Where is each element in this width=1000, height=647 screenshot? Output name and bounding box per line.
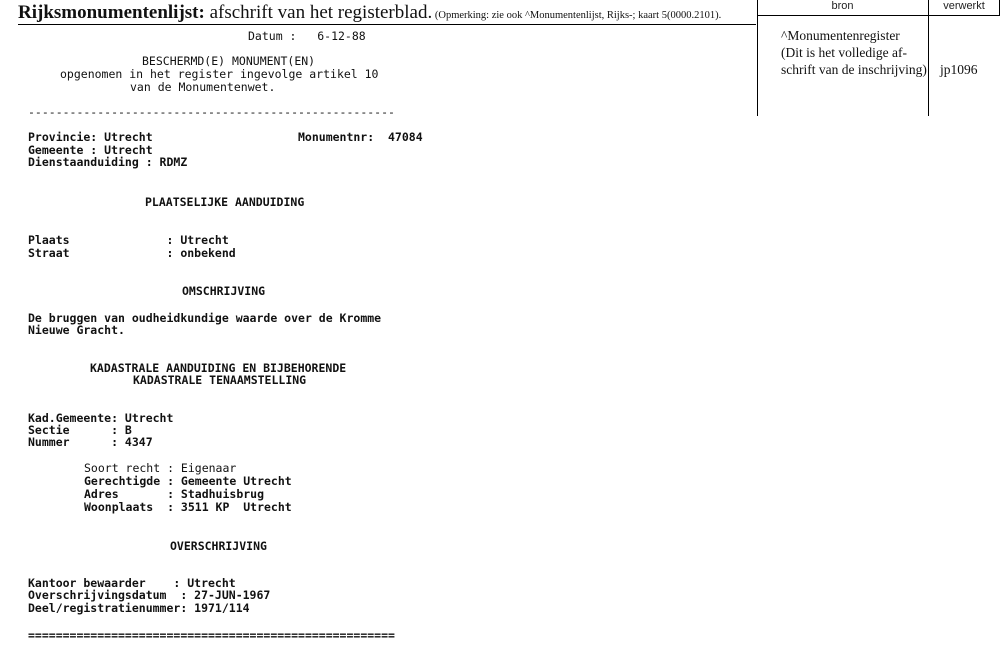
- adres-line: Adres : Stadhuisbrug: [84, 487, 265, 501]
- record-date: Datum : 6-12-88: [248, 29, 366, 43]
- header-rule: [18, 24, 756, 25]
- dash-rule: -----------------------------------------------------: [28, 105, 395, 119]
- record-heading-2: opgenomen in het register ingevolge artikel 10: [60, 67, 379, 81]
- record-heading-1: BESCHERMD(E) MONUMENT(EN): [142, 54, 316, 68]
- record-heading-3: van de Monumentenwet.: [130, 80, 276, 94]
- provincie-line: Provincie: Utrecht: [28, 130, 153, 144]
- bron-line-2: (Dit is het volledige af-: [781, 45, 907, 60]
- bron-line-1: ^Monumentenregister: [781, 28, 900, 43]
- bron-line-3: schrift van de inschrijving): [781, 62, 927, 77]
- section-kadastrale-1: KADASTRALE AANDUIDING EN BIJBEHORENDE: [90, 361, 347, 375]
- deel-registratienummer-line: Deel/registratienummer: 1971/114: [28, 601, 250, 615]
- overschrijvingsdatum-line: Overschrijvingsdatum : 27-JUN-1967: [28, 588, 271, 602]
- title-rest: afschrift van het registerblad.: [204, 2, 433, 23]
- dienstaanduiding-line: Dienstaanduiding : RDMZ: [28, 155, 188, 169]
- section-omschrijving: OMSCHRIJVING: [182, 284, 266, 298]
- soort-recht-line: Soort recht : Eigenaar: [84, 461, 237, 475]
- section-overschrijving: OVERSCHRIJVING: [170, 539, 267, 553]
- equals-rule: =====================================================: [28, 628, 395, 642]
- straat-line: Straat : onbekend: [28, 246, 236, 260]
- col-header-verwerkt: verwerkt: [943, 0, 985, 12]
- section-kadastrale-2: KADASTRALE TENAAMSTELLING: [133, 373, 307, 387]
- gerechtigde-line: Gerechtigde : Gemeente Utrecht: [84, 474, 292, 488]
- table-border-middle: [928, 0, 929, 116]
- nummer-line: Nummer : 4347: [28, 435, 153, 449]
- section-plaatselijke-aanduiding: PLAATSELIJKE AANDUIDING: [145, 195, 305, 209]
- title-note: (Opmerking: zie ook ^Monumentenlijst, Rijks-; kaart 5(0000.2101).: [432, 10, 722, 21]
- woonplaats-line: Woonplaats : 3511 KP Utrecht: [84, 500, 292, 514]
- plaats-line: Plaats : Utrecht: [28, 233, 229, 247]
- omschrijving-line-2: Nieuwe Gracht.: [28, 323, 125, 337]
- kad-gemeente-line: Kad.Gemeente: Utrecht: [28, 411, 174, 425]
- title-bold: Rijksmonumentenlijst:: [18, 2, 205, 23]
- sectie-line: Sectie : B: [28, 423, 132, 437]
- col-header-bron: bron: [831, 0, 854, 12]
- kantoor-line: Kantoor bewaarder : Utrecht: [28, 576, 236, 590]
- gemeente-line: Gemeente : Utrecht: [28, 143, 153, 157]
- omschrijving-line-1: De bruggen van oudheidkundige waarde over de Kromme: [28, 311, 382, 325]
- monumentnr-line: Monumentnr: 47084: [298, 130, 423, 144]
- verwerkt-value: jp1096: [940, 62, 978, 77]
- table-header-rule: [757, 15, 1000, 16]
- table-border-left: [757, 0, 758, 116]
- source-table: [757, 0, 1000, 116]
